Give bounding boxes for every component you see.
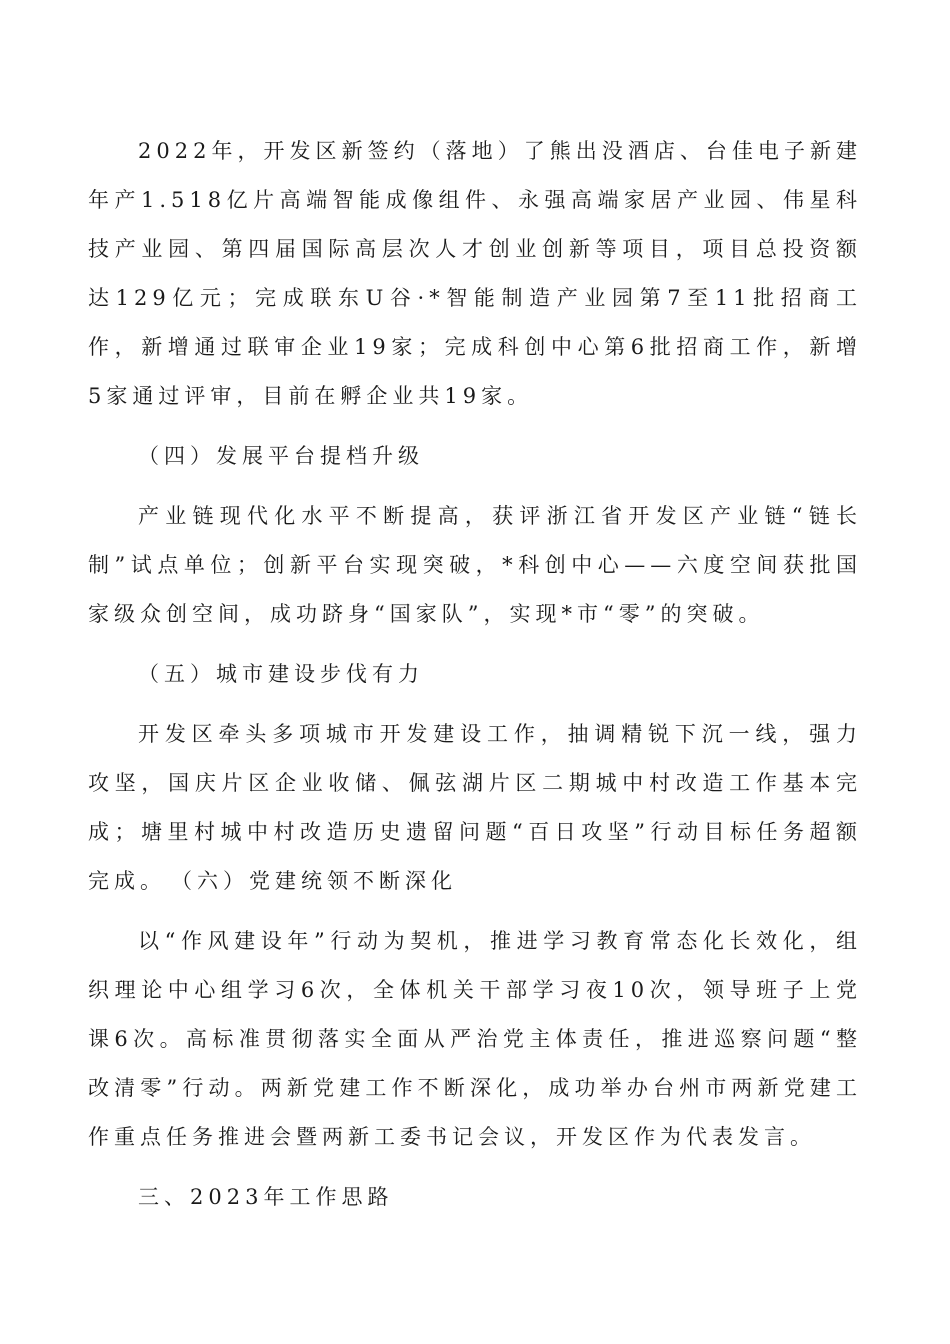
paragraph-investment: 2022年，开发区新签约（落地）了熊出没酒店、台佳电子新建年产1.518亿片高端智能成像组件、永强高端家居产业园、伟星科技产业园、第四届国际高层次人才创业创新等项目，项目总投资额达129亿元；完成联东U谷·*智能制造产业园第7至11批招商工作，新增通过联审企业19家；完成科创中心第6批招商工作，新增5家通过评审，目前在孵企业共19家。	[88, 139, 862, 408]
paragraph-gap	[88, 1162, 862, 1173]
paragraph-city: 开发区牵头多项城市开发建设工作，抽调精锐下沉一线，强力攻坚，国庆片区企业收储、佩弦湖片区二期城中村改造工作基本完成；塘里村城中村改造历史遗留问题“百日攻坚”行动目标任务超额完成。 （六）党建统领不断深化	[88, 722, 862, 893]
section-heading-city: （五）城市建设步伐有力	[138, 662, 424, 686]
paragraph-gap	[88, 906, 862, 917]
paragraph-party: 以“作风建设年”行动为契机，推进学习教育常态化长效化，组织理论中心组学习6次，全体机关干部学习夜10次，领导班子上党课6次。高标准贯彻落实全面从严治党主体责任，推进巡察问题“整改清零”行动。两新党建工作不断深化，成功举办台州市两新党建工作重点任务推进会暨两新工委书记会议，开发区作为代表发言。	[88, 929, 862, 1149]
section-heading-platform: （四）发展平台提档升级	[138, 444, 424, 468]
paragraph-gap	[88, 481, 862, 492]
paragraph-gap	[88, 639, 862, 650]
section-heading-plan: 三、2023年工作思路	[138, 1185, 394, 1209]
document-page	[88, 127, 862, 1222]
paragraph-gap	[88, 699, 862, 710]
paragraph-platform: 产业链现代化水平不断提高，获评浙江省开发区产业链“链长制”试点单位；创新平台实现突破，*科创中心——六度空间获批国家级众创空间，成功跻身“国家队”，实现*市“零”的突破。	[88, 504, 862, 626]
paragraph-gap	[88, 421, 862, 432]
